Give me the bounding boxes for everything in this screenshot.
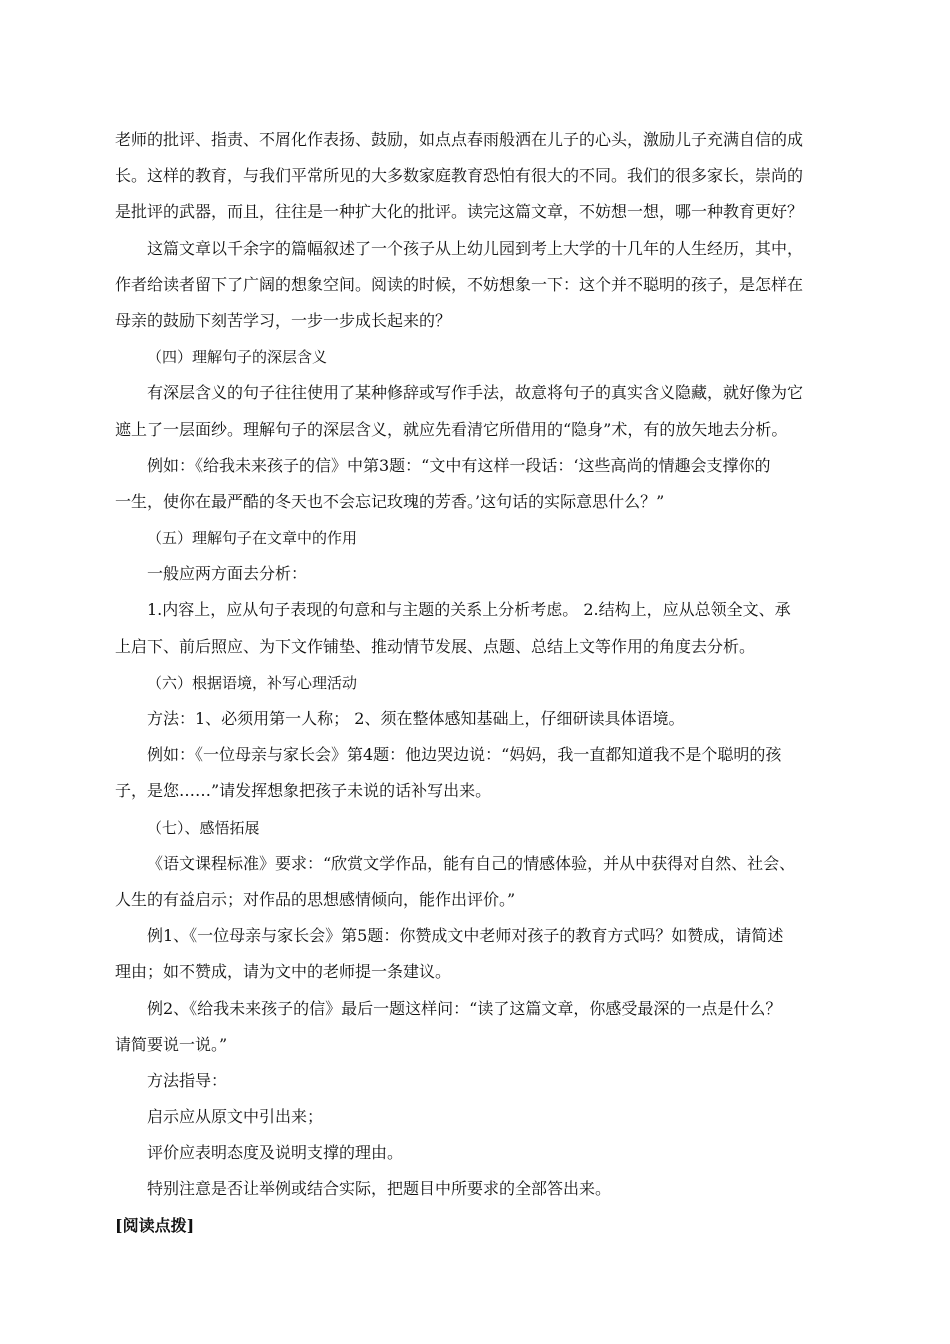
paragraph-start: 1.内容上，应从句子表现的句意和与主题的关系上分析考虑。 2.结构上，应从总领全文、承 [147,600,791,620]
text-line: 子，是您……”请发挥想象把孩子未说的话补写出来。 [115,781,492,801]
text-line: 理由；如不赞成，请为文中的老师提一条建议。 [115,962,452,982]
section-heading-5: （五）理解句子在文章中的作用 [147,529,358,548]
section-heading-7: （七）、感悟拓展 [147,818,260,837]
paragraph-start: 这篇文章以千余字的篇幅叙述了一个孩子从上幼儿园到考上大学的十几年的人生经历，其中， [147,238,804,258]
section-heading-4: （四）理解句子的深层含义 [147,348,328,367]
example-line: 例如：《给我未来孩子的信》中第3题：“文中有这样一段话：‘这些高尚的情趣会支撑你的 [147,455,771,475]
reading-tips-heading: [阅读点拨] [115,1215,195,1235]
text-line: 长。这样的教育，与我们平常所见的大多数家庭教育恐怕有很大的不同。我们的很多家长，崇尚的 [115,166,804,186]
text-line: 请简要说一说。” [115,1034,228,1054]
body-text [115,122,840,1244]
text-line: 一生，使你在最严酷的冬天也不会忘记玫瑰的芳香。’这句话的实际意思什么？” [115,491,665,511]
example-line: 例如：《一位母亲与家长会》第4题：他边哭边说：“妈妈，我一直都知道我不是个聪明的孩 [147,745,782,765]
text-line: 上启下、前后照应、为下文作铺垫、推动情节发展、点题、总结上文等作用的角度去分析。 [115,636,756,656]
example-line: 例2、《给我未来孩子的信》最后一题这样问：“读了这篇文章，你感受最深的一点是什么？ [147,998,782,1018]
method-line: 方法：1、必须用第一人称； 2、须在整体感知基础上，仔细研读具体语境。 [147,709,685,728]
paragraph-start: 《语文课程标准》要求：“欣赏文学作品，能有自己的情感体验，并从中获得对自然、社会、 [147,853,796,873]
text-line: 作者给读者留下了广阔的想象空间。阅读的时候，不妨想象一下：这个并不聪明的孩子，是怎样在 [115,274,804,294]
guidance-item: 特别注意是否让举例或结合实际，把题目中所要求的全部答出来。 [147,1179,612,1199]
text-line: 母亲的鼓励下刻苦学习，一步一步成长起来的？ [115,310,452,330]
text-line: 人生的有益启示；对作品的思想感情倾向，能作出评价。” [115,889,516,909]
text-line: 老师的批评、指责、不屑化作表扬、鼓励，如点点春雨般洒在儿子的心头，激励儿子充满自信的成 [115,130,804,149]
paragraph-start: 一般应两方面去分析： [147,564,308,584]
text-line: 遮上了一层面纱。理解句子的深层含义，就应先看清它所借用的“隐身”术，有的放矢地去分析。 [115,419,788,439]
guidance-item: 启示应从原文中引出来； [147,1107,324,1127]
section-heading-6: （六）根据语境，补写心理活动 [147,673,358,692]
method-guidance-label: 方法指导： [147,1070,228,1090]
example-line: 例1、《一位母亲与家长会》第5题：你赞成文中老师对孩子的教育方式吗？如赞成，请简述 [147,926,784,946]
text-line: 是批评的武器，而且，往往是一种扩大化的批评。读完这篇文章，不妨想一想，哪一种教育更好？ [115,202,804,222]
guidance-item: 评价应表明态度及说明支撑的理由。 [147,1143,404,1163]
paragraph-start: 有深层含义的句子往往使用了某种修辞或写作手法，故意将句子的真实含义隐藏，就好像为它 [147,383,804,403]
